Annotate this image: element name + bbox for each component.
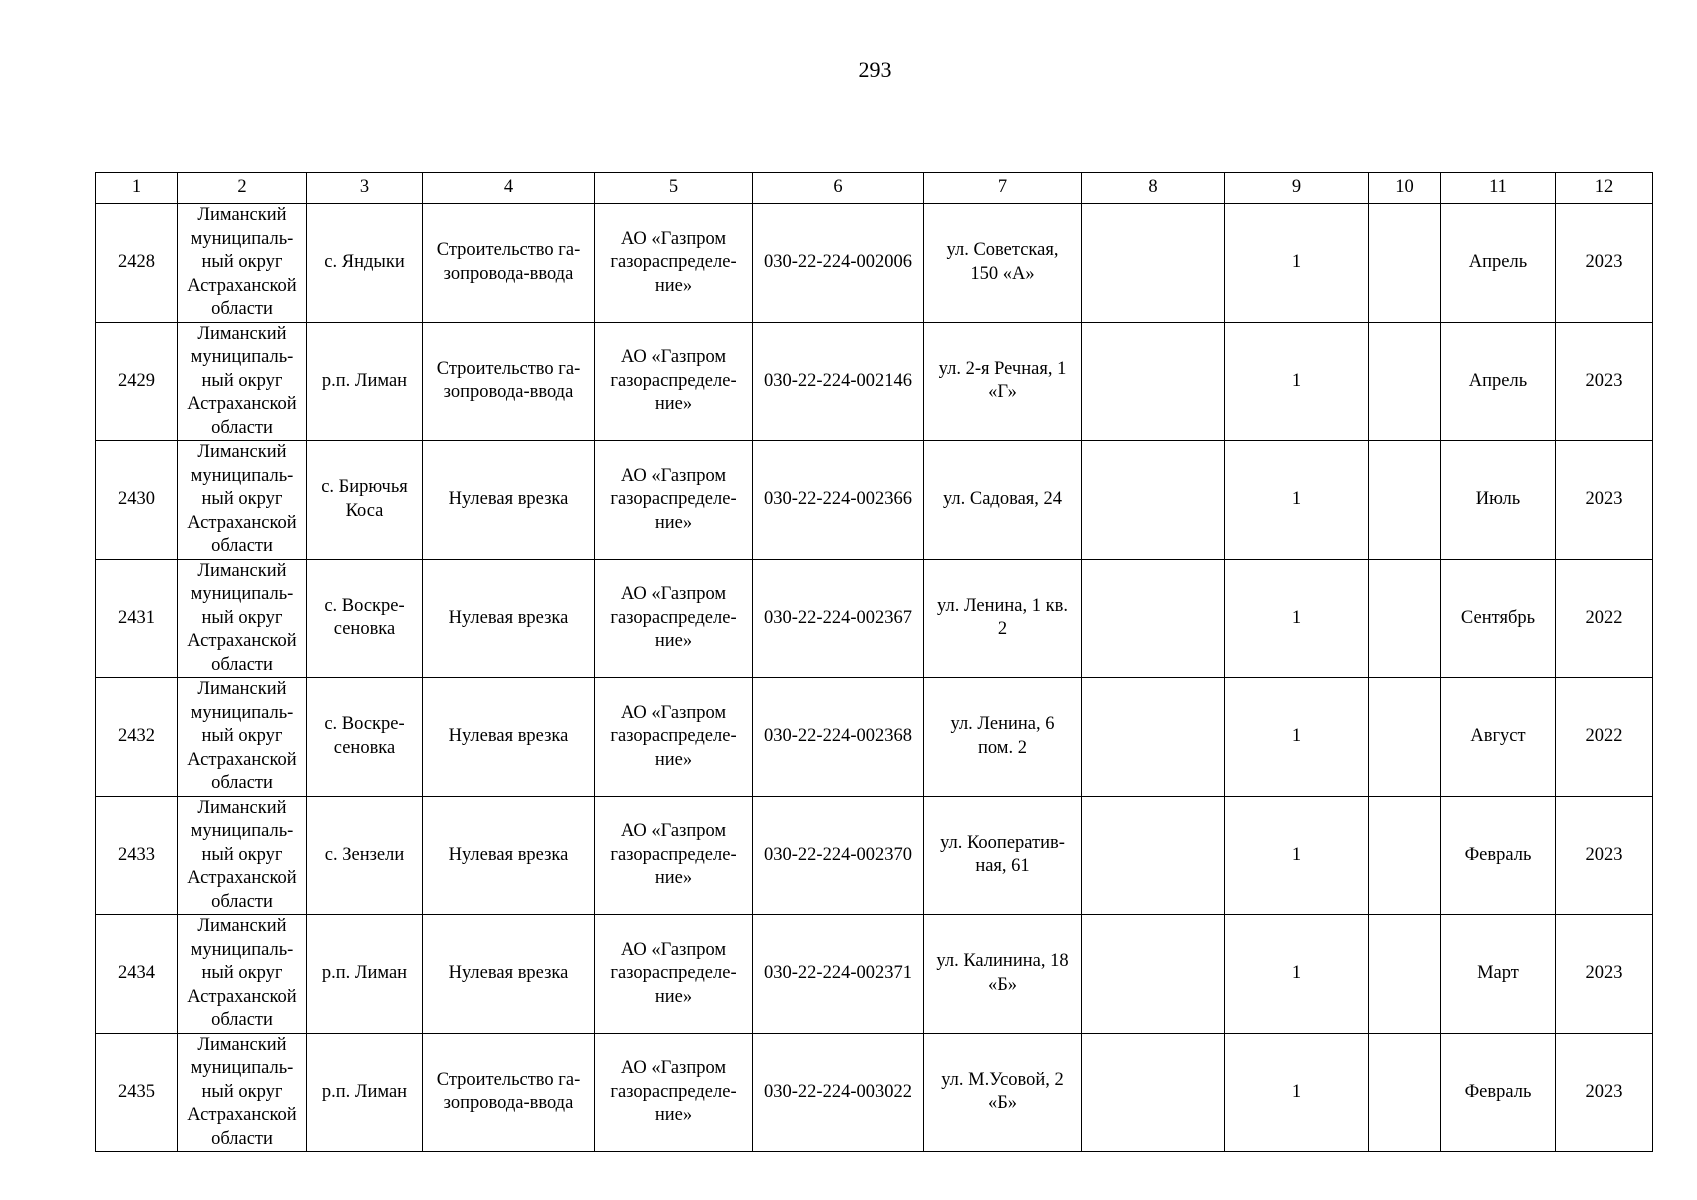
year-cell-text: 2022 [1585,726,1623,746]
organization-cell [595,559,753,678]
object-code-cell-text: 030-22-224-002146 [764,370,912,391]
settlement-cell [307,796,423,915]
table-row [96,678,1653,797]
table-row [96,322,1653,441]
work-type-cell [423,796,595,915]
municipality-cell [178,559,307,678]
column-9-cell [1225,796,1369,915]
registry-table [95,172,1653,1152]
settlement-cell [307,322,423,441]
row-number-cell [96,915,178,1034]
address-cell-text: ул. Кооператив- ная, 61 [940,832,1065,877]
organization-cell-text: АО «Газпром газораспределе- ние» [610,465,737,533]
address-cell-text: ул. 2-я Речная, 1 «Г» [938,358,1067,403]
organization-cell [595,322,753,441]
municipality-cell [178,678,307,797]
row-number-cell [96,678,178,797]
month-cell [1441,204,1556,323]
year-cell [1556,1033,1653,1152]
year-cell-text: 2023 [1585,963,1623,983]
municipality-cell [178,796,307,915]
column-9-cell-text: 1 [1291,726,1302,746]
municipality-cell [178,204,307,323]
municipality-cell-text: Лиманский муниципаль- ный округ Астраханской области [187,1034,297,1149]
object-code-cell [753,796,924,915]
column-10-cell [1369,322,1441,441]
settlement-cell-text: с. Яндыки [324,252,405,272]
address-cell-text: ул. Калинина, 18 «Б» [936,951,1069,995]
column-header: 11 [1441,173,1556,204]
settlement-cell-text: р.п. Лиман [321,370,408,391]
month-cell-text: Март [1477,963,1519,983]
column-10-cell [1369,796,1441,915]
column-header: 4 [423,173,595,204]
municipality-cell-text: Лиманский муниципаль- ный округ Астраханской области [187,560,297,675]
table-row [96,559,1653,678]
municipality-cell-text: Лиманский муниципаль- ный округ Астраханской области [187,323,297,438]
object-code-cell-text: 030-22-224-003022 [764,1081,912,1102]
settlement-cell [307,204,423,323]
object-code-cell-text: 030-22-224-002367 [764,607,912,628]
month-cell [1441,678,1556,797]
address-cell [924,559,1082,678]
settlement-cell-text: с. Воскре- сеновка [324,714,405,758]
address-cell [924,322,1082,441]
column-header: 3 [307,173,423,204]
address-cell [924,678,1082,797]
row-number-cell-text: 2435 [118,1081,155,1102]
address-cell [924,1033,1082,1152]
organization-cell [595,1033,753,1152]
object-code-cell [753,322,924,441]
work-type-cell-text: Нулевая врезка [448,963,569,983]
object-code-cell-text: 030-22-224-002370 [764,844,912,865]
work-type-cell [423,915,595,1034]
column-9-cell-text: 1 [1291,963,1302,983]
column-10-cell [1369,441,1441,560]
column-9-cell [1225,322,1369,441]
year-cell-text: 2023 [1585,844,1623,865]
municipality-cell [178,915,307,1034]
work-type-cell-text: Строительство га- зопровода-ввода [436,240,581,284]
object-code-cell-text: 030-22-224-002368 [764,726,912,746]
object-code-cell [753,204,924,323]
table-row [96,796,1653,915]
work-type-cell [423,1033,595,1152]
row-number-cell-text: 2429 [118,370,155,391]
work-type-cell [423,678,595,797]
object-code-cell [753,1033,924,1152]
organization-cell-text: АО «Газпром газораспределе- ние» [610,347,737,414]
organization-cell-text: АО «Газпром газораспределе- ние» [610,1058,737,1125]
month-cell-text: Апрель [1468,370,1528,391]
year-cell [1556,322,1653,441]
table-body [96,173,1653,1152]
column-header: 9 [1225,173,1369,204]
column-8-cell [1082,796,1225,915]
column-9-cell-text: 1 [1291,252,1302,272]
organization-cell [595,915,753,1034]
settlement-cell-text: с. Бирючья Коса [321,477,408,521]
month-cell [1441,796,1556,915]
municipality-cell [178,322,307,441]
month-cell [1441,915,1556,1034]
organization-cell [595,204,753,323]
row-number-cell [96,559,178,678]
column-9-cell-text: 1 [1291,489,1302,509]
municipality-cell [178,1033,307,1152]
organization-cell [595,796,753,915]
address-cell [924,204,1082,323]
address-cell-text: ул. Ленина, 6 пом. 2 [950,714,1055,758]
settlement-cell [307,915,423,1034]
year-cell-text: 2023 [1585,370,1623,391]
row-number-cell-text: 2432 [118,726,155,746]
row-number-cell [96,1033,178,1152]
year-cell [1556,796,1653,915]
month-cell [1441,1033,1556,1152]
work-type-cell-text: Строительство га- зопровода-ввода [436,1069,581,1114]
address-cell-text: ул. Ленина, 1 кв. 2 [937,595,1068,640]
work-type-cell [423,204,595,323]
table-row [96,441,1653,560]
year-cell [1556,441,1653,560]
year-cell-text: 2023 [1585,489,1623,509]
municipality-cell [178,441,307,560]
year-cell-text: 2022 [1585,607,1623,628]
object-code-cell-text: 030-22-224-002006 [764,252,912,272]
month-cell-text: Июль [1475,489,1521,509]
object-code-cell-text: 030-22-224-002371 [764,963,912,983]
column-9-cell [1225,678,1369,797]
settlement-cell [307,1033,423,1152]
year-cell-text: 2023 [1585,1081,1623,1102]
column-9-cell [1225,915,1369,1034]
settlement-cell [307,559,423,678]
organization-cell-text: АО «Газпром газораспределе- ние» [610,939,737,1007]
column-8-cell [1082,322,1225,441]
address-cell-text: ул. Садовая, 24 [942,489,1063,509]
settlement-cell-text: с. Воскре- сеновка [324,595,405,640]
column-header: 2 [178,173,307,204]
object-code-cell [753,915,924,1034]
row-number-cell-text: 2433 [118,844,155,865]
table-row [96,204,1653,323]
settlement-cell [307,441,423,560]
month-cell [1441,559,1556,678]
object-code-cell [753,559,924,678]
address-cell-text: ул. М.Усовой, 2 «Б» [941,1069,1064,1114]
organization-cell [595,678,753,797]
month-cell-text: Апрель [1468,252,1528,272]
row-number-cell-text: 2434 [118,963,155,983]
address-cell [924,441,1082,560]
column-header: 10 [1369,173,1441,204]
month-cell-text: Февраль [1464,844,1532,865]
organization-cell-text: АО «Газпром газораспределе- ние» [610,228,737,296]
year-cell [1556,678,1653,797]
column-header: 12 [1556,173,1653,204]
column-8-cell [1082,441,1225,560]
column-9-cell-text: 1 [1291,1081,1302,1102]
column-header: 5 [595,173,753,204]
organization-cell [595,441,753,560]
column-9-cell [1225,441,1369,560]
year-cell [1556,559,1653,678]
settlement-cell-text: р.п. Лиман [321,963,408,983]
month-cell-text: Сентябрь [1460,607,1536,628]
column-10-cell [1369,204,1441,323]
work-type-cell [423,441,595,560]
municipality-cell-text: Лиманский муниципаль- ный округ Астраханской области [187,797,297,912]
column-8-cell [1082,204,1225,323]
work-type-cell-text: Строительство га- зопровода-ввода [436,358,581,403]
municipality-cell-text: Лиманский муниципаль- ный округ Астраханской области [187,916,297,1030]
organization-cell-text: АО «Газпром газораспределе- ние» [610,821,737,888]
month-cell [1441,441,1556,560]
row-number-cell [96,204,178,323]
row-number-cell [96,322,178,441]
settlement-cell [307,678,423,797]
object-code-cell [753,678,924,797]
object-code-cell-text: 030-22-224-002366 [764,489,912,509]
work-type-cell-text: Нулевая врезка [448,489,569,509]
year-cell [1556,204,1653,323]
organization-cell-text: АО «Газпром газораспределе- ние» [610,584,737,651]
column-8-cell [1082,1033,1225,1152]
month-cell [1441,322,1556,441]
column-10-cell [1369,915,1441,1034]
column-10-cell [1369,559,1441,678]
address-cell [924,915,1082,1034]
column-9-cell-text: 1 [1291,607,1302,628]
column-header: 7 [924,173,1082,204]
address-cell-text: ул. Советская, 150 «А» [946,240,1059,284]
month-cell-text: Август [1470,726,1526,746]
work-type-cell-text: Нулевая врезка [448,607,569,628]
row-number-cell [96,796,178,915]
month-cell-text: Февраль [1464,1081,1532,1102]
municipality-cell-text: Лиманский муниципаль- ный округ Астраханской области [187,205,297,319]
row-number-cell-text: 2430 [118,489,155,509]
column-9-cell [1225,1033,1369,1152]
table-row [96,915,1653,1034]
column-10-cell [1369,1033,1441,1152]
column-8-cell [1082,559,1225,678]
work-type-cell-text: Нулевая врезка [448,726,569,746]
column-header: 1 [96,173,178,204]
settlement-cell-text: с. Зензели [324,844,405,865]
settlement-cell-text: р.п. Лиман [321,1081,408,1102]
page-number: 293 [858,57,892,82]
row-number-cell [96,441,178,560]
municipality-cell-text: Лиманский муниципаль- ный округ Астраханской области [187,679,297,793]
work-type-cell [423,559,595,678]
row-number-cell-text: 2428 [118,252,155,272]
organization-cell-text: АО «Газпром газораспределе- ние» [610,702,737,770]
column-header: 8 [1082,173,1225,204]
work-type-cell [423,322,595,441]
table-row [96,1033,1653,1152]
column-9-cell [1225,204,1369,323]
address-cell [924,796,1082,915]
work-type-cell-text: Нулевая врезка [448,844,569,865]
year-cell [1556,915,1653,1034]
column-10-cell [1369,678,1441,797]
column-9-cell-text: 1 [1291,844,1302,865]
object-code-cell [753,441,924,560]
column-numbers-row [96,173,1653,204]
municipality-cell-text: Лиманский муниципаль- ный округ Астраханской области [187,442,297,556]
row-number-cell-text: 2431 [118,607,155,628]
column-header: 6 [753,173,924,204]
column-9-cell-text: 1 [1291,370,1302,391]
column-9-cell [1225,559,1369,678]
column-8-cell [1082,915,1225,1034]
column-8-cell [1082,678,1225,797]
year-cell-text: 2023 [1585,252,1623,272]
